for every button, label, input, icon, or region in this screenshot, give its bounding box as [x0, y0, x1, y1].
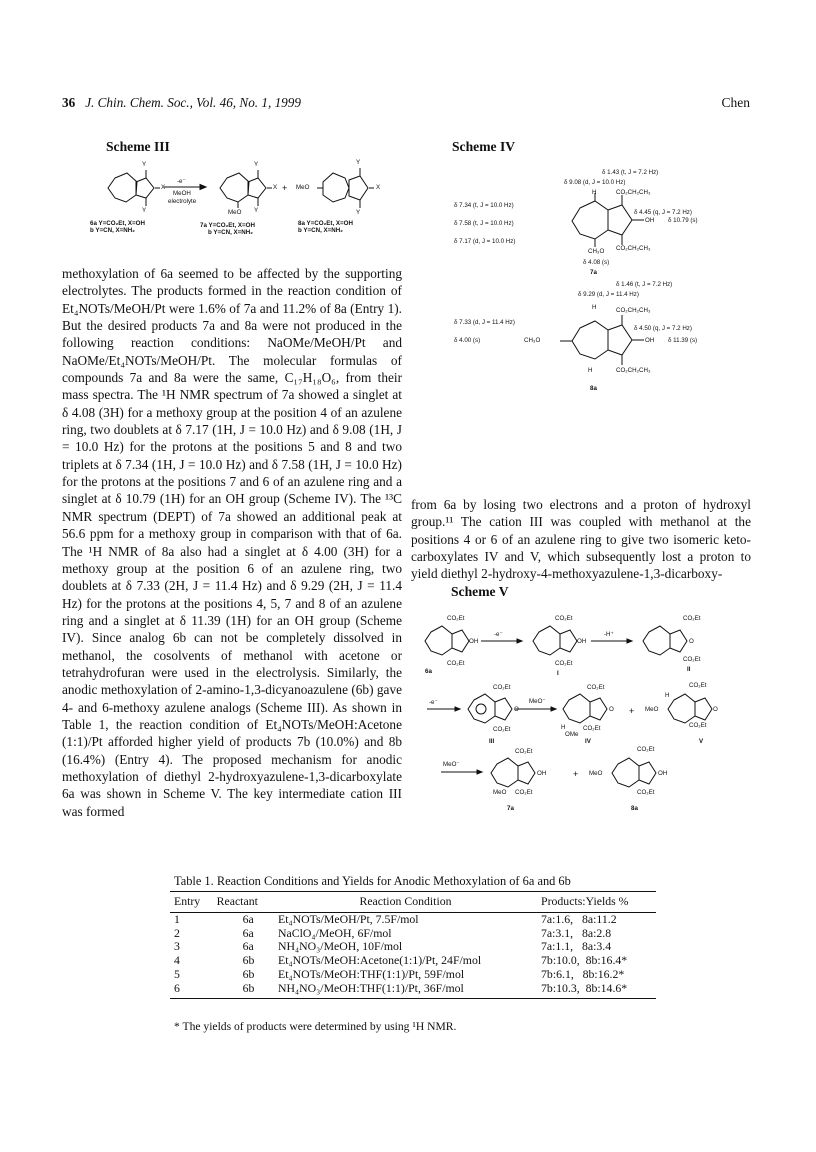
table1-caption: Table 1. Reaction Conditions and Yields for Anodic Methoxylation of 6a and 6b: [174, 874, 571, 888]
s5-8a-co2et-bot: CO₂Et: [637, 789, 655, 796]
s3-arrow-top: -e⁻: [177, 178, 186, 185]
left-column: [62, 265, 402, 820]
scheme4-7a: [452, 165, 752, 285]
s4-8a-a: δ 1.46 (t, J = 7.2 Hz): [616, 281, 673, 288]
s5-V-co2et-bot: CO₂Et: [689, 722, 707, 729]
s5-plus-2: +: [573, 769, 579, 779]
s5-6a-co2et-bot: CO₂Et: [447, 660, 465, 667]
s4-8a-c: δ 7.33 (d, J = 11.4 Hz): [454, 319, 515, 326]
s3-x-2: X: [273, 184, 278, 191]
table1: [170, 891, 656, 999]
s4-8a-ome: CH₃O: [524, 337, 541, 344]
right-column: [411, 496, 751, 583]
s4-7a-d: δ 4.45 (q, J = 7.2 Hz): [634, 209, 692, 216]
th-reactant: Reactant: [216, 894, 258, 908]
s3-label-8a: 8a Y=CO₂Et, X=OH: [298, 220, 353, 227]
cell-reactant: 6b: [242, 980, 255, 995]
s5-II-o: O: [689, 638, 694, 645]
s4-7a-b: δ 9.08 (d, J = 10.0 Hz): [564, 179, 626, 186]
s5-II-co2et-bot: CO₂Et: [683, 656, 701, 663]
s5-II-co2et-top: CO₂Et: [683, 615, 701, 622]
s5-7a-co2et-top: CO₂Et: [515, 748, 533, 755]
s4-7a-h: H: [592, 189, 597, 196]
page-number: 36: [62, 95, 76, 110]
s4-7a-h-shift: δ 4.08 (s): [583, 259, 610, 266]
s4-7a-f: δ 10.79 (s): [668, 217, 698, 224]
s3-y-bot-1: Y: [142, 207, 147, 214]
s4-7a-g: δ 7.17 (d, J = 10.0 Hz): [454, 238, 516, 245]
cell-condition: Et₄NOTs/MeOH/Pt, 7.5F/mol: [277, 911, 419, 926]
running-header: [62, 95, 301, 111]
s5-7a-oh: OH: [537, 770, 547, 777]
s5-III-o: O: [514, 706, 519, 713]
s5-IV-h: H: [561, 724, 566, 731]
s4-8a-e: δ 4.00 (s): [454, 337, 481, 344]
s4-8a-b: δ 9.29 (d, J = 11.4 Hz): [578, 291, 639, 298]
s5-label-II: II: [687, 666, 691, 673]
s5-h-plus: -H⁺: [604, 631, 614, 638]
cell-products: 7a:1.1, 8a:3.4: [541, 939, 612, 954]
s4-8a-name: 8a: [590, 385, 597, 392]
s5-e-minus-2: -e⁻: [429, 699, 438, 706]
s4-7a-name: 7a: [590, 269, 597, 276]
s4-7a-e: δ 7.58 (t, J = 10.0 Hz): [454, 220, 514, 227]
cell-products: 7b:10.0, 8b:16.4*: [541, 953, 628, 968]
s3-y-top-2: Y: [254, 161, 259, 168]
cell-condition: Et₄NOTs/MeOH:Acetone(1:1)/Pt, 24F/mol: [277, 953, 482, 968]
cell-entry: 6: [174, 980, 180, 995]
cell-reactant: 6b: [242, 953, 255, 968]
cell-products: 7a:3.1, 8a:2.8: [541, 925, 612, 940]
cell-condition: NH₄NO₃/MeOH, 10F/mol: [277, 939, 403, 954]
th-condition: Reaction Condition: [359, 894, 452, 908]
s4-7a-c: δ 7.34 (t, J = 10.0 Hz): [454, 202, 514, 209]
cell-entry: 4: [174, 953, 180, 968]
cell-reactant: 6a: [242, 939, 254, 954]
s5-meo-minus-2: MeO⁻: [443, 761, 460, 768]
s5-7a-meo: MeO: [493, 789, 507, 796]
left-paragraph: methoxylation of 6a seemed to be affected by the supporting electrolytes. The products formed in the reaction condition of Et₄NOTs/MeOH/Pt were 1.6% of 7a and 11.2% of 8a (Entry 1). But the desired products 7a and 8a were not produced in the following reaction conditions: NaOMe/MeOH/Pt and NaOMe/Et₄NOTs/MeOH/Pt. The molecular formulas of compounds 7a and 8a were the same, C₁₇H₁₈O₆, from their mass spectra. The ¹H NMR spectrum of 7a showed a singlet at δ 4.08 (3H) for a methoxy group at the position 4 of an azulene ring, two doublets at δ 7.17 (1H, J = 10.0 Hz) and δ 9.08 (1H, J = 10.0 Hz) for the protons at the positions 5 and 8 and two triplets at δ 7.34 (1H, J = 10.0 Hz) and δ 7.58 (1H, J = 10.0 Hz) for the protons at the positions 7 and 6 of an azulene ring and a singlet at δ 10.79 (1H) for an OH group (Scheme IV). The ¹³C NMR spectrum (DEPT) of 7a showed an additional peak at 56.6 ppm for a methoxy group in comparison with that of 6a. The ¹H NMR of 8a also had a singlet at δ 4.00 (3H) for a methoxy group at the position 6 of an azulene ring, two doublets at δ 7.33 (2H, J = 11.4 Hz) and δ 9.29 (2H, J = 11.4 Hz) for the protons at the positions 4, 5, 7 and 8 of an azulene ring and a singlet at δ 11.39 (1H) for an OH group (Scheme IV). Since analog 6b can not be completely dissolved in methanol, the cosolvents of methanol with acetone or tetrahydrofuran were used in the electrolysis. Similarly, the anodic methoxylation of 2-amino-1,3-dicyanoazulene (6b) gave 4- and 6-methoxy azulene analogs (Scheme III). As shown in Table 1, the reaction condition of Et₄NOTs/MeOH:Acetone (1:1)/Pt afforded higher yield of products 7b (10.0%) and 8b (16.4%) (Entry 4). The proposed mechanism for anodic methoxylation of diethyl 2-hydroxyazulene-1,3-dicarboxylate 6a was shown in Scheme V. The key intermediate cation III was formed: [62, 266, 402, 819]
s5-7a-co2et-bot: CO₂Et: [515, 789, 533, 796]
scheme3-title: Scheme III: [106, 139, 170, 154]
s5-IV-co2et-top: CO₂Et: [587, 684, 605, 691]
s5-label-IV: IV: [585, 738, 591, 745]
s3-label-8b: b Y=CN, X=NH₂: [298, 227, 343, 234]
cell-reactant: 6a: [242, 925, 254, 940]
s4-7a-ome: CH₃O: [588, 248, 605, 255]
table-row: [170, 968, 656, 982]
s4-7a-a: δ 1.43 (t, J = 7.2 Hz): [602, 169, 659, 176]
s4-8a-ester1: CO₂CH₂CH₃: [616, 307, 651, 314]
cell-condition: NaClO₄/MeOH, 6F/mol: [277, 925, 392, 940]
s5-label-8a: 8a: [631, 805, 638, 812]
author-header: Chen: [721, 95, 750, 110]
s5-V-h: H: [665, 692, 670, 699]
scheme4-8a: [452, 281, 752, 405]
s4-8a-d: δ 4.50 (q, J = 7.2 Hz): [634, 325, 692, 332]
table-row: [170, 940, 656, 954]
cell-products: 7a:1.6, 8a:11.2: [541, 911, 617, 926]
s5-6a-co2et-top: CO₂Et: [447, 615, 465, 622]
s3-plus: +: [282, 183, 288, 193]
scheme5-figure: [411, 612, 756, 834]
s5-I-co2et-bot: CO₂Et: [555, 660, 573, 667]
s4-8a-h-bottom: H: [588, 367, 593, 374]
s5-I-oh: OH: [577, 638, 587, 645]
s5-IV-co2et-bot: CO₂Et: [583, 725, 601, 732]
s5-label-III: III: [489, 738, 495, 745]
s5-6a-oh: OH: [469, 638, 479, 645]
th-products: Products:Yields %: [541, 894, 629, 908]
s3-arrow-bot: electrolyte: [168, 198, 197, 205]
s4-8a-h: H: [592, 304, 597, 311]
s3-label-6a: 6a Y=CO₂Et, X=OH: [90, 220, 145, 227]
s5-label-I: I: [557, 670, 559, 677]
s5-8a-co2et-top: CO₂Et: [637, 746, 655, 753]
s3-x-1: X: [161, 184, 166, 191]
scheme5-title: Scheme V: [451, 584, 509, 599]
s4-8a-f: δ 11.39 (s): [668, 337, 698, 344]
cell-entry: 1: [174, 911, 180, 926]
s5-IV-o: O: [609, 706, 614, 713]
s4-7a-oh: OH: [645, 217, 655, 224]
cell-reactant: 6a: [242, 911, 254, 926]
s3-label-7b: b Y=CN, X=NH₂: [208, 229, 253, 236]
journal-citation: J. Chin. Chem. Soc., Vol. 46, No. 1, 1999: [85, 95, 301, 110]
s3-meo-7: MeO: [228, 209, 242, 216]
th-entry: Entry: [174, 894, 201, 908]
s4-7a-ester2: CO₂CH₂CH₃: [616, 245, 651, 252]
cell-entry: 5: [174, 966, 180, 981]
s3-y-top-1: Y: [142, 161, 147, 168]
s4-7a-ester1: CO₂CH₂CH₃: [616, 189, 651, 196]
s5-V-o: O: [713, 706, 718, 713]
s5-e-minus: -e⁻: [494, 631, 503, 638]
s3-y-top-3: Y: [356, 159, 361, 166]
table-row: [170, 982, 656, 998]
s5-III-co2et-top: CO₂Et: [493, 684, 511, 691]
s3-x-3: X: [376, 184, 381, 191]
s3-meo-8: MeO: [296, 184, 310, 191]
scheme4-title: Scheme IV: [452, 139, 516, 154]
cell-condition: Et₄NOTs/MeOH:THF(1:1)/Pt, 59F/mol: [277, 966, 465, 981]
table-row: [170, 912, 656, 926]
s5-V-meo: MeO: [645, 706, 659, 713]
s4-8a-structure: [452, 285, 752, 405]
table-row: [170, 927, 656, 941]
cell-products: 7b:10.3, 8b:14.6*: [541, 980, 628, 995]
s5-8a-oh: OH: [658, 770, 668, 777]
s5-label-V: V: [699, 738, 704, 745]
s4-8a-ester2: CO₂CH₂CH₃: [616, 367, 651, 374]
s3-y-bot-3: Y: [356, 209, 361, 216]
s5-plus-1: +: [629, 706, 635, 716]
s3-arrow-mid: MeOH: [173, 190, 191, 197]
s5-III-co2et-bot: CO₂Et: [493, 726, 511, 733]
s5-8a-meo: MeO: [589, 770, 603, 777]
s4-8a-oh: OH: [645, 337, 655, 344]
s3-label-7a: 7a Y=CO₂Et, X=OH: [200, 222, 255, 229]
right-paragraph: from 6a by losing two electrons and a proton of hydroxyl group.¹¹ The cation III was coupled with methanol at the positions 4 or 6 of an azulene ring to give two isomeric keto-carboxylates IV and V, which subsequently lost a proton to yield diethyl 2-hydroxy-4-methoxyazulene-1,3-dicarboxy-: [411, 497, 751, 582]
s3-y-bot-2: Y: [254, 207, 259, 214]
cell-reactant: 6b: [242, 966, 255, 981]
s5-V-co2et-top: CO₂Et: [689, 682, 707, 689]
cell-entry: 3: [174, 939, 180, 954]
s5-label-7a: 7a: [507, 805, 514, 812]
cell-products: 7b:6.1, 8b:16.2*: [541, 966, 625, 981]
s3-label-6b: b Y=CN, X=NH₂: [90, 227, 135, 234]
cell-entry: 2: [174, 925, 180, 940]
table1-footnote: * The yields of products were determined by using ¹H NMR.: [174, 1020, 457, 1033]
table-row: [170, 954, 656, 968]
scheme3-figure: [60, 158, 400, 250]
s5-label-6a: 6a: [425, 668, 432, 675]
s5-IV-ome: OMe: [565, 731, 579, 738]
cell-condition: NH₄NO₃/MeOH:THF(1:1)/Pt, 36F/mol: [277, 980, 464, 995]
s5-I-co2et-top: CO₂Et: [555, 615, 573, 622]
s5-meo-minus: MeO⁻: [529, 698, 546, 705]
scheme3-structures: [60, 158, 400, 250]
